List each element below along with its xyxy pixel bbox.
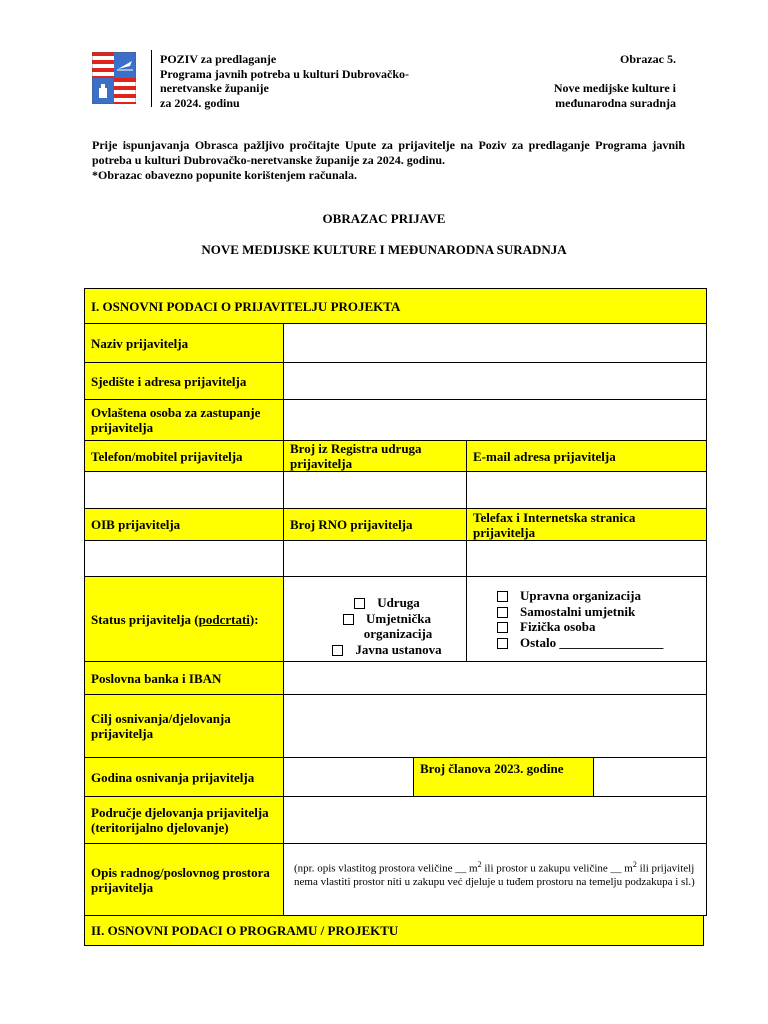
status-options-left	[283, 576, 467, 662]
status-option-javna-ustanova[interactable]: Javna ustanova	[332, 642, 441, 658]
call-title-line: neretvanske županije	[160, 81, 269, 95]
ovlastena-osoba-label: Ovlaštena osoba za zastupanje prijavitelja	[84, 399, 284, 441]
oib-label: OIB prijavitelja	[84, 508, 284, 541]
godina-osnivanja-label: Godina osnivanja prijavitelja	[84, 757, 284, 797]
status-label	[84, 576, 284, 662]
status-option-upravna-organizacija[interactable]: Upravna organizacija	[497, 588, 641, 604]
form-number: Obrazac 5.	[620, 52, 676, 66]
sjediste-field[interactable]	[283, 362, 707, 400]
podrucje-field[interactable]	[283, 796, 707, 844]
telefax-label: Telefax i Internetska stranica prijavitelja	[466, 508, 707, 541]
telefax-field[interactable]	[466, 540, 707, 577]
status-underline-hint: podcrtati	[198, 611, 250, 627]
form-title: OBRAZAC PRIJAVE	[322, 211, 446, 226]
sjediste-label: Sjedište i adresa prijavitelja	[84, 362, 284, 400]
call-title	[160, 52, 409, 110]
checkbox-icon[interactable]	[497, 622, 508, 633]
telefon-label: Telefon/mobitel prijavitelja	[84, 440, 284, 472]
instructions	[92, 138, 685, 183]
checkbox-icon[interactable]	[497, 607, 508, 618]
header-divider	[151, 50, 152, 107]
ovlastena-osoba-field[interactable]	[283, 399, 707, 441]
status-option-ostalo[interactable]: Ostalo ________________	[497, 635, 663, 651]
checkbox-icon[interactable]	[332, 645, 343, 656]
opis-prostora-label: Opis radnog/poslovnog prostora prijavitelja	[84, 843, 284, 916]
broj-registra-field[interactable]	[283, 471, 467, 509]
checkbox-icon[interactable]	[354, 598, 365, 609]
email-field[interactable]	[466, 471, 707, 509]
county-coat-of-arms	[92, 52, 136, 104]
broj-clanova-field[interactable]	[593, 757, 707, 797]
call-title-line: Programa javnih potreba u kulturi Dubrovačko-	[160, 66, 410, 81]
checkbox-icon[interactable]	[343, 614, 354, 625]
naziv-label: Naziv prijavitelja	[84, 323, 284, 363]
broj-registra-label: Broj iz Registra udruga prijavitelja	[283, 440, 467, 472]
call-title-line: za 2024. godinu	[160, 95, 240, 110]
broj-clanova-label: Broj članova 2023. godine	[413, 757, 594, 797]
form-category	[554, 52, 676, 110]
naziv-field[interactable]	[283, 323, 707, 363]
instructions-text: Prije ispunjavanja Obrasca pažljivo pročitajte Upute za prijavitelje na Poziv za predlaganje Programa javnih potreba u kulturi Dubrovačko-neretvanske županije za 2024. godinu.	[92, 138, 685, 167]
form-subtitle: NOVE MEDIJSKE KULTURE I MEĐUNARODNA SURADNJA	[201, 242, 567, 257]
email-label: E-mail adresa prijavitelja	[466, 440, 707, 472]
section-2-heading: II. OSNOVNI PODACI O PROGRAMU / PROJEKTU	[84, 915, 704, 946]
telefon-field[interactable]	[84, 471, 284, 509]
godina-osnivanja-field[interactable]	[283, 757, 414, 797]
banka-field[interactable]	[283, 661, 707, 695]
status-options-right	[466, 576, 707, 662]
section-1-heading: I. OSNOVNI PODACI O PRIJAVITELJU PROJEKTA	[84, 288, 707, 324]
opis-prostora-field[interactable]	[283, 843, 707, 916]
cilj-field[interactable]	[283, 694, 707, 758]
rno-label: Broj RNO prijavitelja	[283, 508, 467, 541]
status-label-text: Status prijavitelja (	[91, 611, 199, 627]
checkbox-icon[interactable]	[497, 638, 508, 649]
oib-field[interactable]	[84, 540, 284, 577]
status-option-fizicka-osoba[interactable]: Fizička osoba	[497, 619, 595, 635]
status-option-samostalni-umjetnik[interactable]: Samostalni umjetnik	[497, 604, 635, 620]
status-option-continuation: organizacija	[363, 626, 433, 641]
opis-prostora-hint: (npr. opis vlastitog prostora veličine __ $m^2$ ili prostor u zakupu veličine __ $m^2$ ili prijavitelj nema vlastiti prostor niti u zakupu već djeluje u tuđem prostoru na temelju podzakupa i sl.)	[294, 860, 695, 888]
computer-fill-note: *Obrazac obavezno popunite korištenjem računala.	[92, 168, 357, 182]
cilj-label: Cilj osnivanja/djelovanja prijavitelja	[84, 694, 284, 758]
status-label-suffix: ):	[249, 611, 259, 627]
call-title-line: POZIV za predlaganje	[160, 52, 277, 66]
category-line: Nove medijske kulture i	[553, 81, 676, 95]
checkbox-icon[interactable]	[497, 591, 508, 602]
banka-label: Poslovna banka i IBAN	[84, 661, 284, 695]
rno-field[interactable]	[283, 540, 467, 577]
podrucje-label: Područje djelovanja prijavitelja (teritorijalno djelovanje)	[84, 796, 284, 844]
category-line: međunarodna suradnja	[555, 95, 676, 110]
status-option-umjetnicka-organizacija[interactable]: Umjetnička	[343, 611, 431, 627]
status-option-udruga[interactable]: Udruga	[354, 595, 420, 611]
